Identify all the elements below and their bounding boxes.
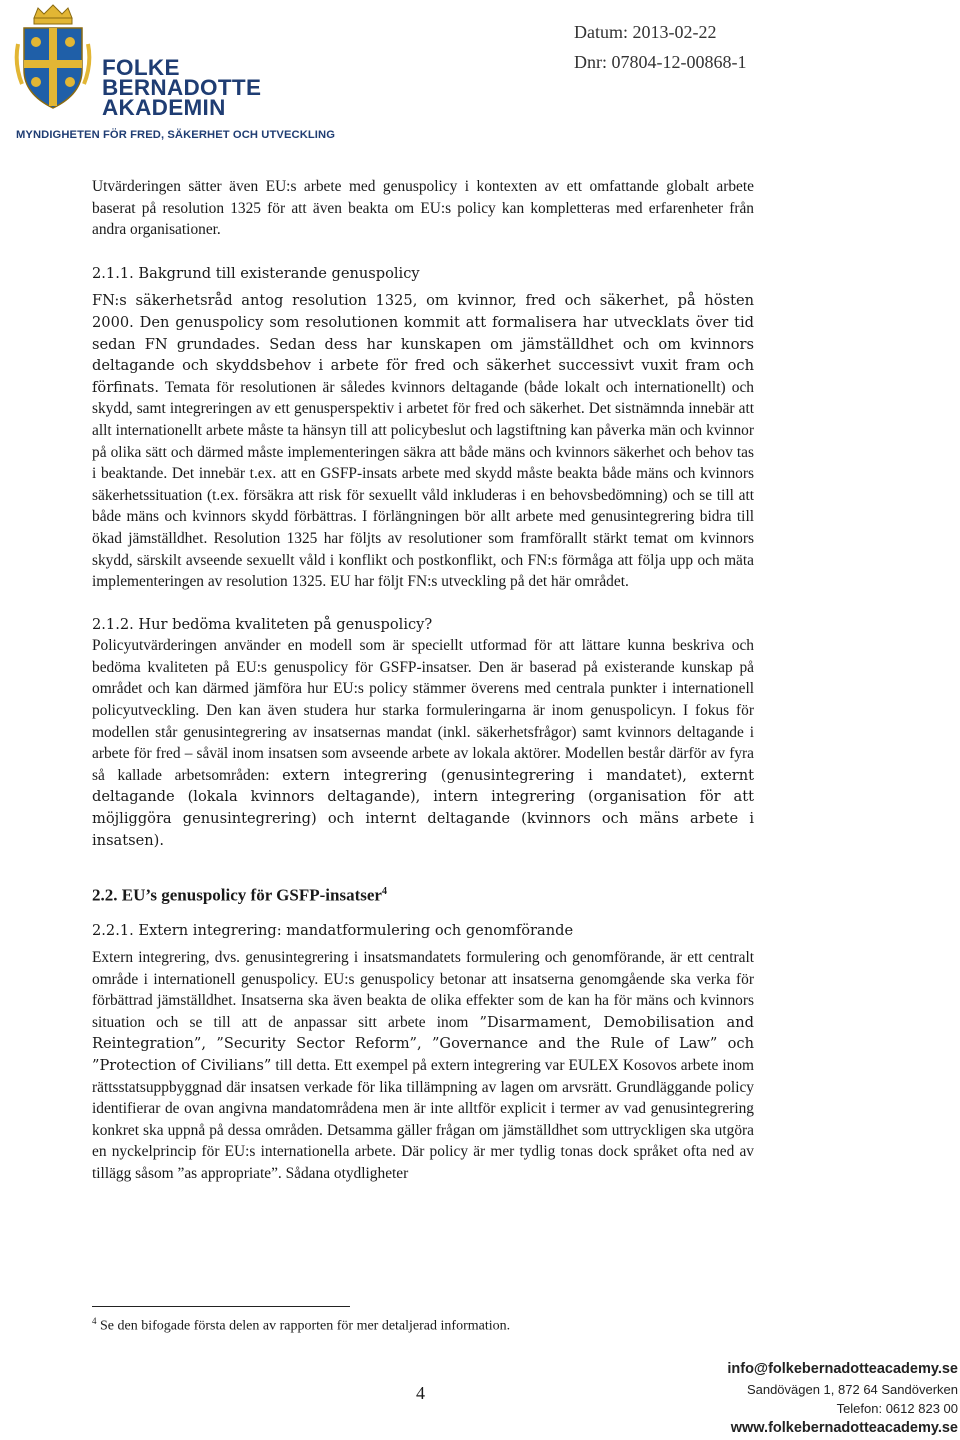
- contact-website[interactable]: www.folkebernadotteacademy.se: [730, 1419, 958, 1436]
- footnote-text: Se den bifogade första delen av rapporten för mer detaljerad information.: [96, 1318, 511, 1334]
- paragraph-2-1-2-part-b: extern integrering (genusintegrering i mandatet), externt deltagande (lokala kvinnors deltagande), intern integrering (organisation för att möjliggöra genusintegrering) och internt deltagande (kvinnors och mäns arbete i insatsen).: [92, 766, 754, 849]
- paragraph-2-1-1-part-a: FN:s säkerhetsråd antog resolution 1325, om kvinnor, fred och säkerhet, på hösten 2000. Den genuspolicy som resolutionen kommit att formalisera har utvecklats över tid sedan FN grundades. Sedan dess har kunskapen om jämställdhet och om kvinnors deltagande och skyddsbehov i arbete för fred och säkerhet successivt vuxit fram och förfinats.: [92, 292, 754, 396]
- document-body: [92, 176, 754, 1185]
- organisation-tagline: MYNDIGHETEN FÖR FRED, SÄKERHET OCH UTVECKLING: [16, 129, 336, 141]
- footnote-divider: [92, 1306, 350, 1307]
- paragraph-2-2-1: [92, 947, 754, 1185]
- page-number: 4: [416, 1383, 425, 1403]
- intro-paragraph: Utvärderingen sätter även EU:s arbete med genuspolicy i kontexten av ett omfattande globalt arbete baserat på resolution 1325 för att även beakta om EU:s policy kan kompletteras med erfarenheter från andra organisationer.: [92, 178, 754, 239]
- org-name-line-3: AKADEMIN: [102, 95, 226, 120]
- paragraph-2-2-1-part-a: Extern integrering, dvs. genusintegrering i insatsmandatets formulering och genomförande, är ett centralt område i internationell genuspolicy. EU:s genuspolicy betonar att insatserna genomgående ska verka för förbättrad jämställdhet. Insatserna ska även beakta de olika effekter som de kan ha för mäns och kvinnors situation och se till att de anpassar sitt arbete inom: [92, 949, 754, 1031]
- paragraph-2-2-1-mandate-areas: ”Disarmament, Demobilisation and Reintegration”, ”Security Sector Reform”, ”Governance and the Rule of Law” och ”Protection of Civilians”: [92, 1013, 754, 1075]
- section-heading-2-2-1: 2.2.1. Extern integrering: mandatformulering och genomförande: [92, 922, 574, 940]
- section-heading-2-2: [92, 881, 754, 906]
- document-dnr: Dnr: 07804-12-00868-1: [574, 52, 747, 72]
- contact-phone: Telefon: 0612 823 00: [836, 1401, 958, 1416]
- paragraph-2-1-2: [92, 635, 754, 851]
- contact-address: Sandövägen 1, 872 64 Sandöverken: [746, 1381, 958, 1397]
- swedish-crest-icon: [14, 4, 92, 112]
- section-heading-2-1-2: 2.1.2. Hur bedöma kvaliteten på genuspolicy?: [92, 615, 433, 633]
- org-name-line-2: BERNADOTTE: [102, 75, 262, 100]
- document-meta: [574, 17, 746, 77]
- organisation-logo: [8, 4, 336, 144]
- organisation-name: [102, 55, 262, 120]
- document-date: Datum: 2013-02-22: [574, 22, 717, 42]
- org-name-line-1: FOLKE: [102, 55, 180, 80]
- paragraph-2-1-2-part-a: Policyutvärderingen använder en modell som är speciellt utformad för att lättare kunna beskriva och bedöma kvaliteten på EU:s genuspolicy för GSFP-insatser. Den är baserad på existerande kunskap på området och kan därmed jämföra hur EU:s policy stämmer överens med centrala punkter i internationell policyutveckling. Den kan även studera hur starka formuleringarna är inom genuspolicyn. I fokus för modellen står genusintegrering av insatsernas mandat (inkl. säkerhetsfrågor) samt kvinnors deltagande i arbete för fred – såväl inom insatsen som avseende arbete av lokala aktörer. Modellen består därför av fyra så kallade arbetsområden:: [92, 637, 754, 784]
- footnote-ref-4[interactable]: 4: [381, 886, 387, 898]
- contact-block: [727, 1360, 958, 1438]
- footnote-number: 4: [92, 1316, 97, 1326]
- section-heading-2-1-1: 2.1.1. Bakgrund till existerande genuspolicy: [92, 264, 420, 282]
- contact-email[interactable]: info@folkebernadotteacademy.se: [727, 1361, 958, 1377]
- footnote-4: [92, 1316, 510, 1335]
- section-heading-2-2-text: 2.2. EU’s genuspolicy för GSFP-insatser: [92, 885, 382, 905]
- paragraph-2-2-1-part-c: till detta. Ett exempel på extern integrering var EULEX Kosovos arbete inom rättsstatsuppbyggnad där insatsen verkade för lika tillämpning av lagen om arvsrätt. Grundläggande policy identifierar de ovan angivna mandatområdena men är inte alltför explicit i termer av vad genusintegrering konkret ska uppnå på dessa områden. Detsamma gäller frågan om jämställdhet som uttryckligen ska utgöra en nyckelprincip för EU:s internationella arbete. Där policy är mer tydlig tonas dock språket ofta ned av tillägg såsom ”as appropriate”. Sådana otydligheter: [92, 1057, 754, 1182]
- paragraph-2-1-1-part-b: Temata för resolutionen är således kvinnors deltagande (både lokalt och internationellt) och skydd, samt integreringen av ett genusperspektiv i arbetet för fred och säkerhet. Det sistnämnda innebär att allt internationellt arbete måste ta hänsyn till att policybeslut och lagstiftning kan påverka män och kvinnor på olika sätt och därmed måste implementeringen säkra att både mäns och kvinnors säkerhet och behov tas i beaktande. Det innebär t.ex. att en GSFP-insats arbete med skydd måste beakta både mäns och kvinnors säkerhetssituation (t.ex. försäkra att risk för sexuellt våld inkluderas i en behovsbedömning) och se till att både mäns och kvinnors skydd förbättras. I förlängningen bör allt arbete med genusintegrering bidra till ökad jämställdhet. Resolution 1325 har följts av resolutioner som framförallt stärkt temat om kvinnors skydd, särskilt avseende sexuellt våld i konflikt och postkonflikt, och FN:s förmåga att följa upp och mäta implementeringen av resolution 1325. EU har följt FN:s utveckling på det här området.: [92, 378, 754, 591]
- paragraph-2-1-1: [92, 290, 754, 592]
